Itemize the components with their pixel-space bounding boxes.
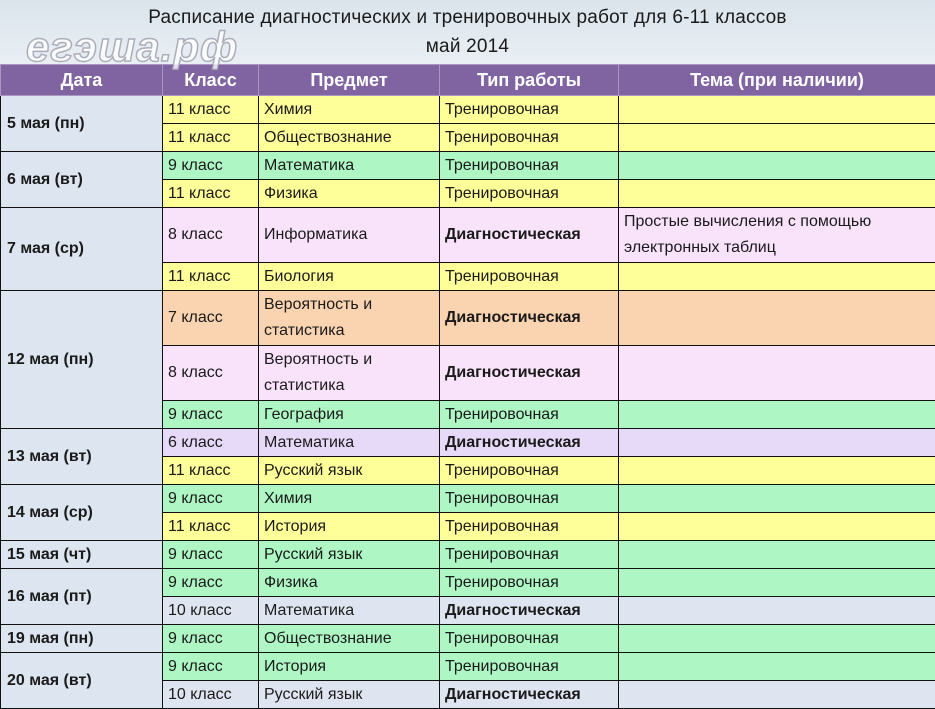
- date-cell: 7 мая (ср): [1, 208, 163, 291]
- table-row: [1, 485, 935, 513]
- date-cell: 12 мая (пн): [1, 291, 163, 429]
- date-cell: 15 мая (чт): [1, 541, 163, 569]
- class-cell: 7 класс: [163, 291, 259, 346]
- class-cell: 11 класс: [163, 180, 259, 208]
- type-cell: Тренировочная: [440, 653, 619, 681]
- subject-cell: История: [259, 513, 440, 541]
- type-cell: Тренировочная: [440, 401, 619, 429]
- table-row: [1, 208, 935, 263]
- subject-cell: Биология: [259, 263, 440, 291]
- class-cell: 8 класс: [163, 346, 259, 401]
- topic-cell: [619, 401, 935, 429]
- type-cell: Диагностическая: [440, 208, 619, 263]
- column-header-class: Класс: [163, 65, 259, 96]
- page-title: Расписание диагностических и тренировочных работ для 6-11 классов: [0, 7, 935, 29]
- topic-cell: [619, 291, 935, 346]
- subject-cell: Физика: [259, 180, 440, 208]
- topic-cell: [619, 569, 935, 597]
- type-cell: Диагностическая: [440, 681, 619, 709]
- class-cell: 11 класс: [163, 96, 259, 124]
- class-cell: 11 класс: [163, 263, 259, 291]
- type-cell: Тренировочная: [440, 513, 619, 541]
- type-cell: Тренировочная: [440, 541, 619, 569]
- subject-cell: Математика: [259, 597, 440, 625]
- topic-cell: [619, 124, 935, 152]
- class-cell: 9 класс: [163, 569, 259, 597]
- topic-cell: [619, 180, 935, 208]
- class-cell: 10 класс: [163, 681, 259, 709]
- table-row: [1, 569, 935, 597]
- subject-cell: Русский язык: [259, 457, 440, 485]
- column-header-date: Дата: [1, 65, 163, 96]
- topic-cell: [619, 513, 935, 541]
- table-row: [1, 429, 935, 457]
- type-cell: Тренировочная: [440, 485, 619, 513]
- schedule-body: [1, 96, 935, 709]
- date-cell: 13 мая (вт): [1, 429, 163, 485]
- date-cell: 5 мая (пн): [1, 96, 163, 152]
- date-cell: 16 мая (пт): [1, 569, 163, 625]
- type-cell: Тренировочная: [440, 625, 619, 653]
- subject-cell: Математика: [259, 152, 440, 180]
- topic-cell: [619, 485, 935, 513]
- type-cell: Тренировочная: [440, 263, 619, 291]
- subject-cell: География: [259, 401, 440, 429]
- class-cell: 9 класс: [163, 625, 259, 653]
- schedule-table: [0, 64, 935, 709]
- subject-cell: Вероятность и статистика: [259, 291, 440, 346]
- date-cell: 20 мая (вт): [1, 653, 163, 709]
- subject-cell: Математика: [259, 429, 440, 457]
- subject-cell: История: [259, 653, 440, 681]
- class-cell: 9 класс: [163, 653, 259, 681]
- type-cell: Диагностическая: [440, 346, 619, 401]
- table-row: [1, 152, 935, 180]
- class-cell: 9 класс: [163, 152, 259, 180]
- subject-cell: Химия: [259, 96, 440, 124]
- class-cell: 11 класс: [163, 513, 259, 541]
- topic-cell: Простые вычисления с помощью электронных таблиц: [619, 208, 935, 263]
- subject-cell: Обществознание: [259, 625, 440, 653]
- class-cell: 9 класс: [163, 541, 259, 569]
- date-cell: 19 мая (пн): [1, 625, 163, 653]
- topic-cell: [619, 152, 935, 180]
- topic-cell: [619, 541, 935, 569]
- subject-cell: Обществознание: [259, 124, 440, 152]
- type-cell: Тренировочная: [440, 180, 619, 208]
- column-header-type: Тип работы: [440, 65, 619, 96]
- class-cell: 8 класс: [163, 208, 259, 263]
- watermark-logo: егэша.рф: [26, 26, 238, 68]
- topic-cell: [619, 457, 935, 485]
- class-cell: 9 класс: [163, 401, 259, 429]
- table-row: [1, 653, 935, 681]
- type-cell: Тренировочная: [440, 96, 619, 124]
- subject-cell: Физика: [259, 569, 440, 597]
- page-subtitle: май 2014: [0, 36, 935, 58]
- topic-cell: [619, 96, 935, 124]
- topic-cell: [619, 346, 935, 401]
- table-row: [1, 625, 935, 653]
- topic-cell: [619, 653, 935, 681]
- subject-cell: Химия: [259, 485, 440, 513]
- class-cell: 10 класс: [163, 597, 259, 625]
- date-cell: 14 мая (ср): [1, 485, 163, 541]
- subject-cell: Русский язык: [259, 681, 440, 709]
- class-cell: 11 класс: [163, 457, 259, 485]
- column-header-subject: Предмет: [259, 65, 440, 96]
- topic-cell: [619, 429, 935, 457]
- topic-cell: [619, 681, 935, 709]
- column-header-topic: Тема (при наличии): [619, 65, 935, 96]
- date-cell: 6 мая (вт): [1, 152, 163, 208]
- type-cell: Диагностическая: [440, 597, 619, 625]
- topic-cell: [619, 263, 935, 291]
- topic-cell: [619, 625, 935, 653]
- type-cell: Тренировочная: [440, 457, 619, 485]
- type-cell: Тренировочная: [440, 152, 619, 180]
- subject-cell: Вероятность и статистика: [259, 346, 440, 401]
- table-row: [1, 541, 935, 569]
- class-cell: 9 класс: [163, 485, 259, 513]
- subject-cell: Информатика: [259, 208, 440, 263]
- topic-cell: [619, 597, 935, 625]
- header-row: [1, 65, 935, 96]
- type-cell: Диагностическая: [440, 429, 619, 457]
- subject-cell: Русский язык: [259, 541, 440, 569]
- table-row: [1, 96, 935, 124]
- class-cell: 6 класс: [163, 429, 259, 457]
- type-cell: Тренировочная: [440, 124, 619, 152]
- title-block: [0, 0, 935, 64]
- type-cell: Диагностическая: [440, 291, 619, 346]
- class-cell: 11 класс: [163, 124, 259, 152]
- type-cell: Тренировочная: [440, 569, 619, 597]
- table-row: [1, 291, 935, 346]
